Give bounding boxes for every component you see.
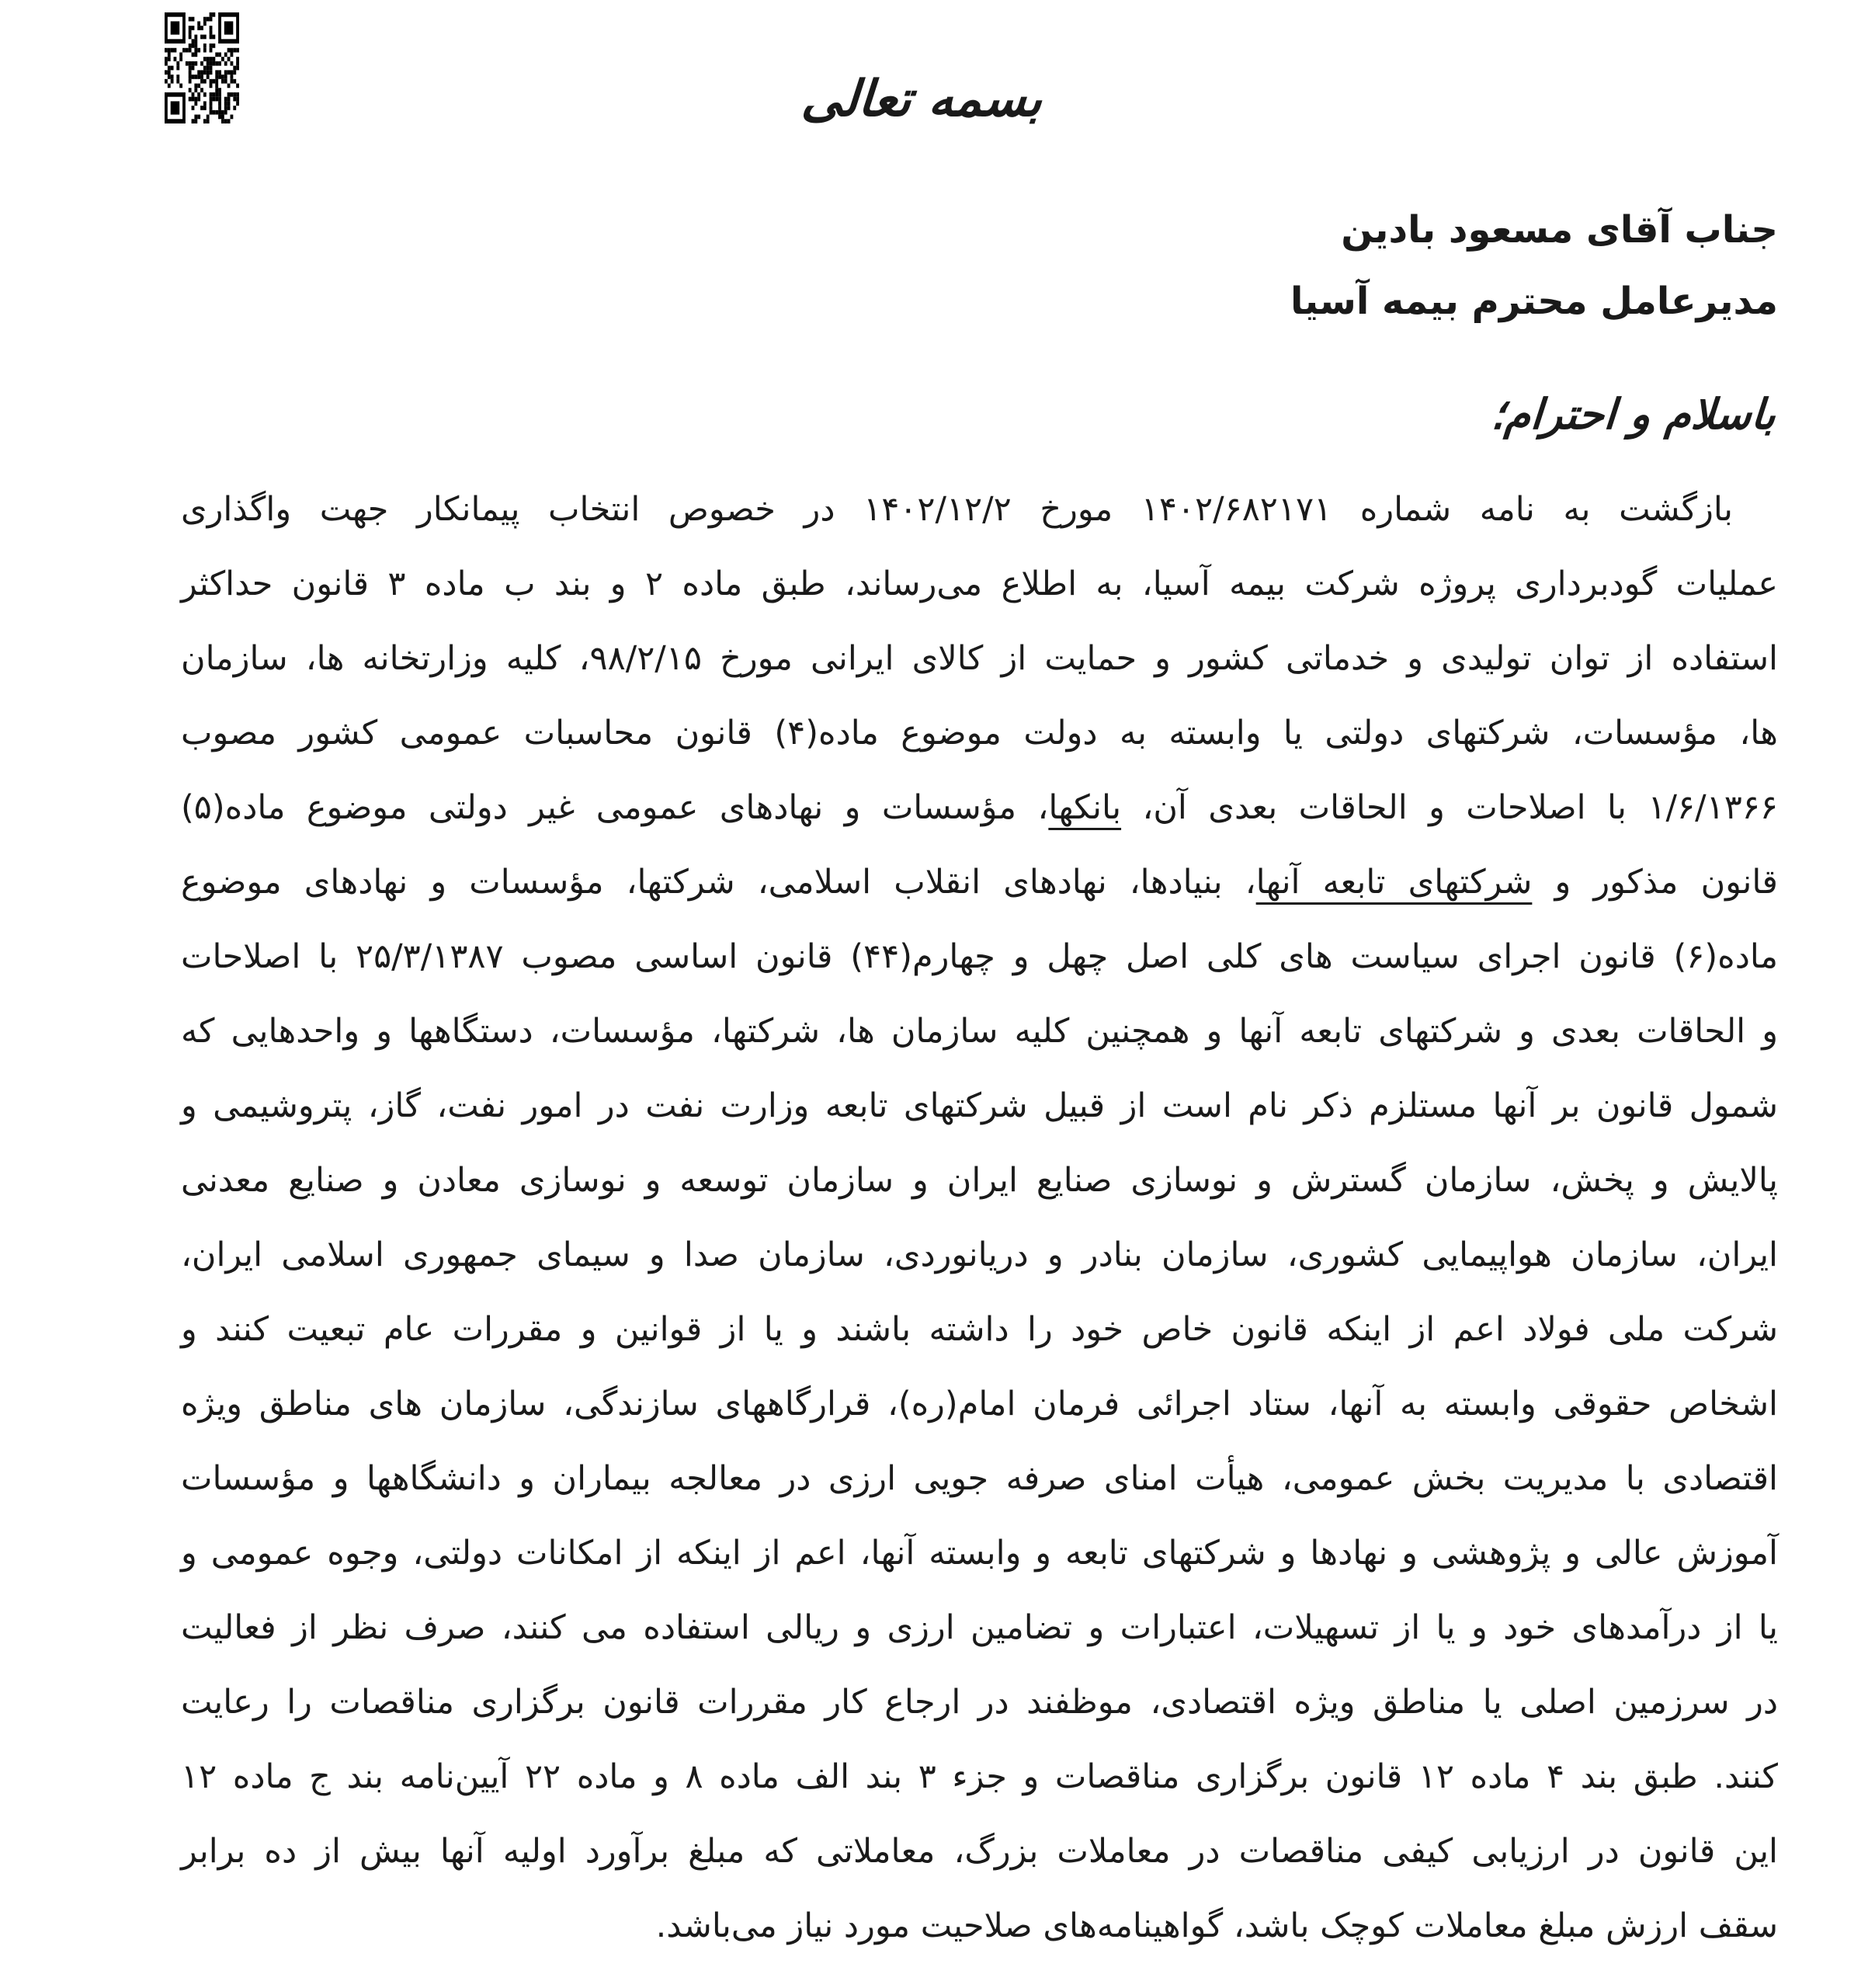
body-line: پالایش و پخش، سازمان گسترش و نوسازی صنایع ایران و سازمان توسعه و نوسازی معادن و صنایع معدنی <box>181 1161 1778 1200</box>
body-line: سقف ارزش مبلغ معاملات کوچک باشد، گواهینامه‌های صلاحیت مورد نیاز می‌باشد. <box>655 1906 1778 1945</box>
body-line: یا از درآمدهای خود و یا از تسهیلات، اعتبارات و تضامین ارزی و ریالی استفاده می کنند، صرف نظر از فعالیت <box>181 1608 1778 1647</box>
addressee-name: جناب آقای مسعود بادین <box>1341 208 1778 252</box>
addressee-block <box>181 194 1778 337</box>
body-line: و الحاقات بعدی و شرکتهای تابعه آنها و همچنین کلیه سازمان ها، شرکتها، مؤسسات، دستگاهها و واحدهایی که <box>181 1012 1778 1051</box>
body-line: کنند. طبق بند ۴ ماده ۱۲ قانون برگزاری مناقصات و جزء ۳ بند الف ماده ۸ و ماده ۲۲ آیین‌نامه بند ج ماده ۱۲ <box>181 1757 1778 1796</box>
body-line: در سرزمین اصلی یا مناطق ویژه اقتصادی، موظفند در ارجاع کار مقررات قانون برگزاری مناقصات را رعایت <box>181 1683 1778 1722</box>
body-line: بازگشت به نامه شماره ۱۴۰۲/۶۸۲۱۷۱ مورخ ۱۴۰۲/۱۲/۲ در خصوص انتخاب پیمانکار جهت واگذاری <box>180 490 1733 529</box>
body-line: قانون مذکور و شرکتهای تابعه آنها، بنیادها، نهادهای انقلاب اسلامی، شرکتها، مؤسسات و نهادهای موضوع <box>181 863 1778 902</box>
body-line: اشخاص حقوقی وابسته به آنها، ستاد اجرائی فرمان امام(ره)، قرارگاههای سازندگی، سازمان های مناطق ویژه <box>181 1385 1778 1423</box>
body-line: عملیات گودبرداری پروژه شرکت بیمه آسیا، به اطلاع می‌رساند، طبق ماده ۲ و بند ب ماده ۳ قانون حداکثر <box>181 565 1778 603</box>
body-line: شمول قانون بر آنها مستلزم ذکر نام است از قبیل شرکتهای تابعه وزارت نفت در امور نفت، گاز، پتروشیمی و <box>181 1086 1778 1125</box>
body-line: ماده(۶) قانون اجرای سیاست های کلی اصل چهل و چهارم(۴۴) قانون اساسی مصوب ۲۵/۳/۱۳۸۷ با اصلاحات <box>181 937 1778 976</box>
body-line: شرکت ملی فولاد اعم از اینکه قانون خاص خود را داشته باشند و یا از قوانین و مقررات عام تبعیت کنند و <box>181 1310 1778 1349</box>
body-line: ۱/۶/۱۳۶۶ با اصلاحات و الحاقات بعدی آن، بانکها، مؤسسات و نهادهای عمومی غیر دولتی موضوع ماده(۵) <box>181 788 1778 827</box>
body-line: استفاده از توان تولیدی و خدماتی کشور و حمایت از کالای ایرانی مورخ ۹۸/۲/۱۵، کلیه وزارتخانه ها، سازمان <box>181 639 1778 678</box>
body-line: ایران، سازمان هواپیمایی کشوری، سازمان بنادر و دریانوردی، سازمان صدا و سیمای جمهوری اسلامی ایران، <box>181 1236 1778 1274</box>
salutation-calligraphy: باسلام و احترام؛ <box>1489 389 1778 439</box>
body-line: ها، مؤسسات، شرکتهای دولتی یا وابسته به دولت موضوع ماده(۴) قانون محاسبات عمومی کشور مصوب <box>181 714 1778 752</box>
addressee-title: مدیرعامل محترم بیمه آسیا <box>1290 280 1778 323</box>
body-line: اقتصادی با مدیریت بخش عمومی، هیأت امنای صرفه جویی ارزی در معالجه بیماران و دانشگاهها و مؤسسات <box>181 1459 1778 1498</box>
body-line: آموزش عالی و پژوهشی و نهادها و شرکتهای تابعه و وابسته آنها، اعم از اینکه از امکانات دولتی، وجوه عمومی و <box>181 1534 1778 1573</box>
letter-body <box>181 472 1778 1963</box>
body-line: این قانون در ارزیابی کیفی مناقصات در معاملات بزرگ، معاملاتی که مبلغ برآورد اولیه آنها بیش از ده برابر <box>181 1832 1778 1871</box>
besmele-calligraphy: بسمه تعالی <box>800 70 1044 128</box>
